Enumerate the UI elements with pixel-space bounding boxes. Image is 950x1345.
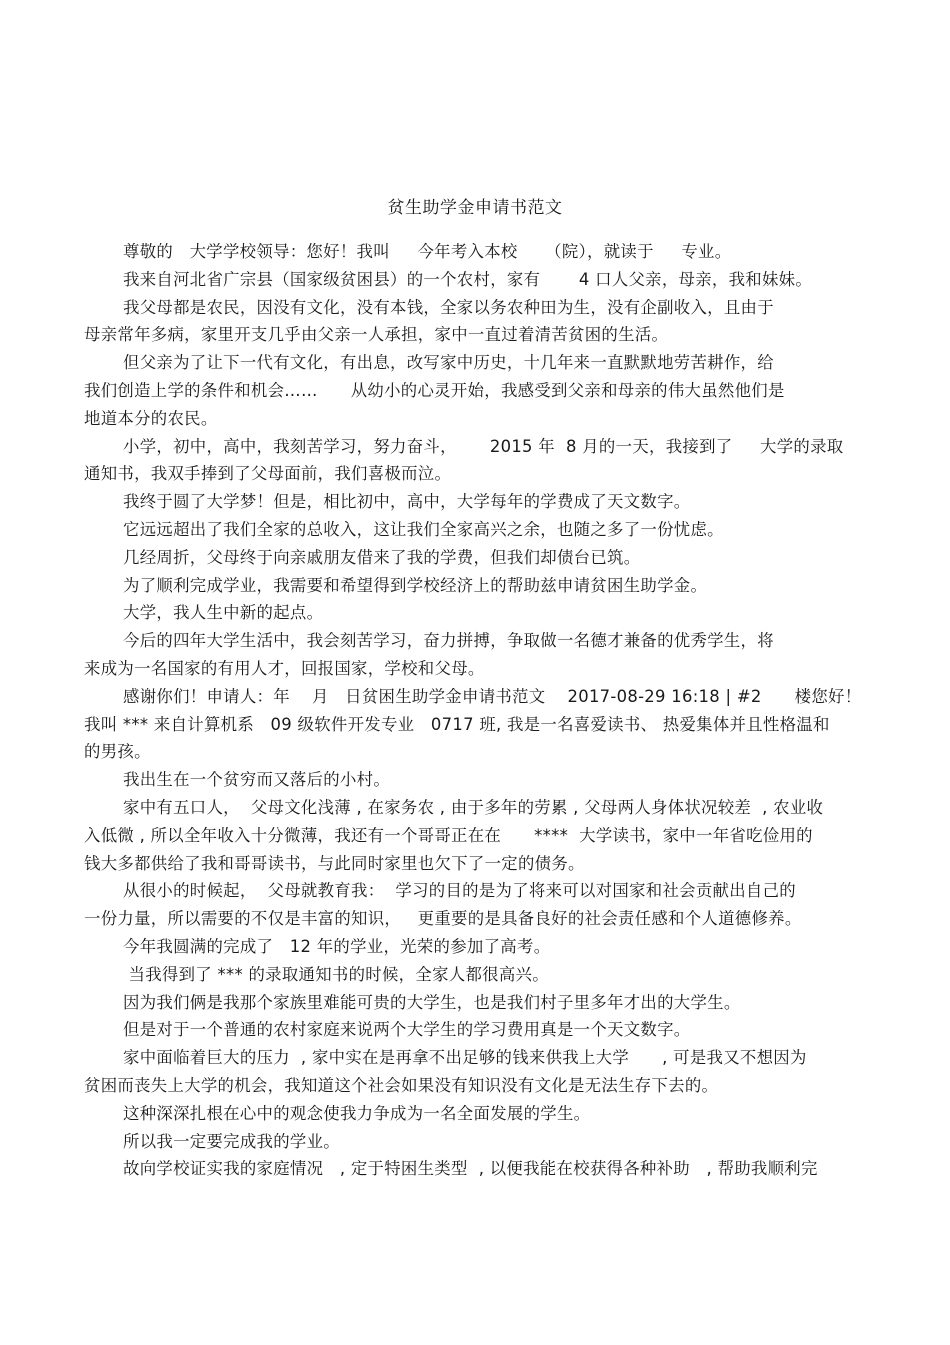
text-line: 所以我一定要完成我的学业。 — [123, 1131, 340, 1151]
text-line: 我终于圆了大学梦！但是，相比初中，高中，大学每年的学费成了天文数字。 — [123, 492, 691, 512]
text-line: 来成为一名国家的有用人才，回报国家，学校和父母。 — [84, 658, 485, 678]
text-line: 尊敬的 大学学校领导：您好！我叫 今年考入本校 （院），就读于 专业。 — [123, 242, 732, 261]
text-line: 小学，初中，高中，我刻苦学习，努力奋斗， 2015 年 8 月的一天，我接到了 大学的录取 — [123, 436, 844, 456]
text-line: 我们创造上学的条件和机会…… 从幼小的心灵开始，我感受到父亲和母亲的伟大虽然他们是 — [84, 380, 785, 400]
document-body — [84, 238, 862, 1183]
text-line: 的男孩。 — [84, 742, 151, 762]
text-line: 我叫 *** 来自计算机系 09 级软件开发专业 0717 班, 我是一名喜爱读书、 热爱集体并且性格温和 — [84, 714, 830, 734]
text-line: 今年我圆满的完成了 12 年的学业，光荣的参加了高考。 — [123, 936, 551, 956]
text-line: 为了顺利完成学业，我需要和希望得到学校经济上的帮助兹申请贫困生助学金。 — [123, 575, 708, 595]
text-line: 钱大多都供给了我和哥哥读书，与此同时家里也欠下了一定的债务。 — [84, 853, 585, 873]
text-line: 我来自河北省广宗县（国家级贫困县）的一个农村，家有 4 口人父亲，母亲，我和妹妹。 — [123, 269, 813, 289]
text-line: 故向学校证实我的家庭情况 , 定于特困生类型 , 以便我能在校获得各种补助 , 帮助我顺利完 — [123, 1159, 818, 1179]
text-line: 一份力量，所以需要的不仅是丰富的知识， 更重要的是具备良好的社会责任感和个人道德修养。 — [84, 909, 802, 929]
text-line: 感谢你们！申请人：年 月 日贫困生助学金申请书范文 2017-08-29 16:18 | #2 楼您好！ — [123, 686, 862, 706]
text-line: 母亲常年多病，家里开支几乎由父亲一人承担，家中一直过着清苦贫困的生活。 — [84, 325, 669, 345]
text-line: 因为我们俩是我那个家族里难能可贵的大学生，也是我们村子里多年才出的大学生。 — [123, 992, 741, 1012]
document-title: 贫生助学金申请书范文 — [387, 198, 563, 218]
text-line: 几经周折，父母终于向亲戚朋友借来了我的学费，但我们却债台已筑。 — [123, 547, 641, 567]
text-line: 贫困而丧失上大学的机会，我知道这个社会如果没有知识没有文化是无法生存下去的。 — [84, 1075, 719, 1095]
text-line: 家中面临着巨大的压力 , 家中实在是再拿不出足够的钱来供我上大学 , 可是我又不想因为 — [123, 1048, 807, 1068]
text-line: 它远远超出了我们全家的总收入，这让我们全家高兴之余，也随之多了一份忧虑。 — [123, 519, 724, 539]
text-line: 当我得到了 *** 的录取通知书的时候，全家人都很高兴。 — [123, 964, 549, 984]
text-line: 这种深深扎根在心中的观念使我力争成为一名全面发展的学生。 — [123, 1103, 591, 1123]
text-line: 通知书，我双手捧到了父母面前，我们喜极而泣。 — [84, 464, 452, 484]
text-line: 从很小的时候起， 父母就教育我： 学习的目的是为了将来可以对国家和社会贡献出自己的 — [123, 881, 796, 901]
text-line: 我父母都是农民，因没有文化，没有本钱，全家以务农种田为生，没有企副收入，且由于 — [123, 297, 774, 317]
text-line: 但父亲为了让下一代有文化，有出息，改写家中历史，十几年来一直默默地劳苦耕作，给 — [123, 353, 774, 373]
text-line: 入低微 , 所以全年收入十分微薄，我还有一个哥哥正在在 **** 大学读书，家中一年省吃俭用的 — [84, 825, 813, 845]
text-line: 今后的四年大学生活中，我会刻苦学习，奋力拼搏，争取做一名德才兼备的优秀学生，将 — [123, 631, 774, 651]
text-line: 大学，我人生中新的起点。 — [123, 603, 324, 623]
text-line: 地道本分的农民。 — [84, 408, 218, 428]
text-line: 家中有五口人， 父母文化浅薄 , 在家务农 , 由于多年的劳累 , 父母两人身体状况较差 , 农业收 — [123, 797, 824, 817]
text-line: 我出生在一个贫穷而又落后的小村。 — [123, 770, 391, 790]
text-line: 但是对于一个普通的农村家庭来说两个大学生的学习费用真是一个天文数字。 — [123, 1020, 691, 1040]
